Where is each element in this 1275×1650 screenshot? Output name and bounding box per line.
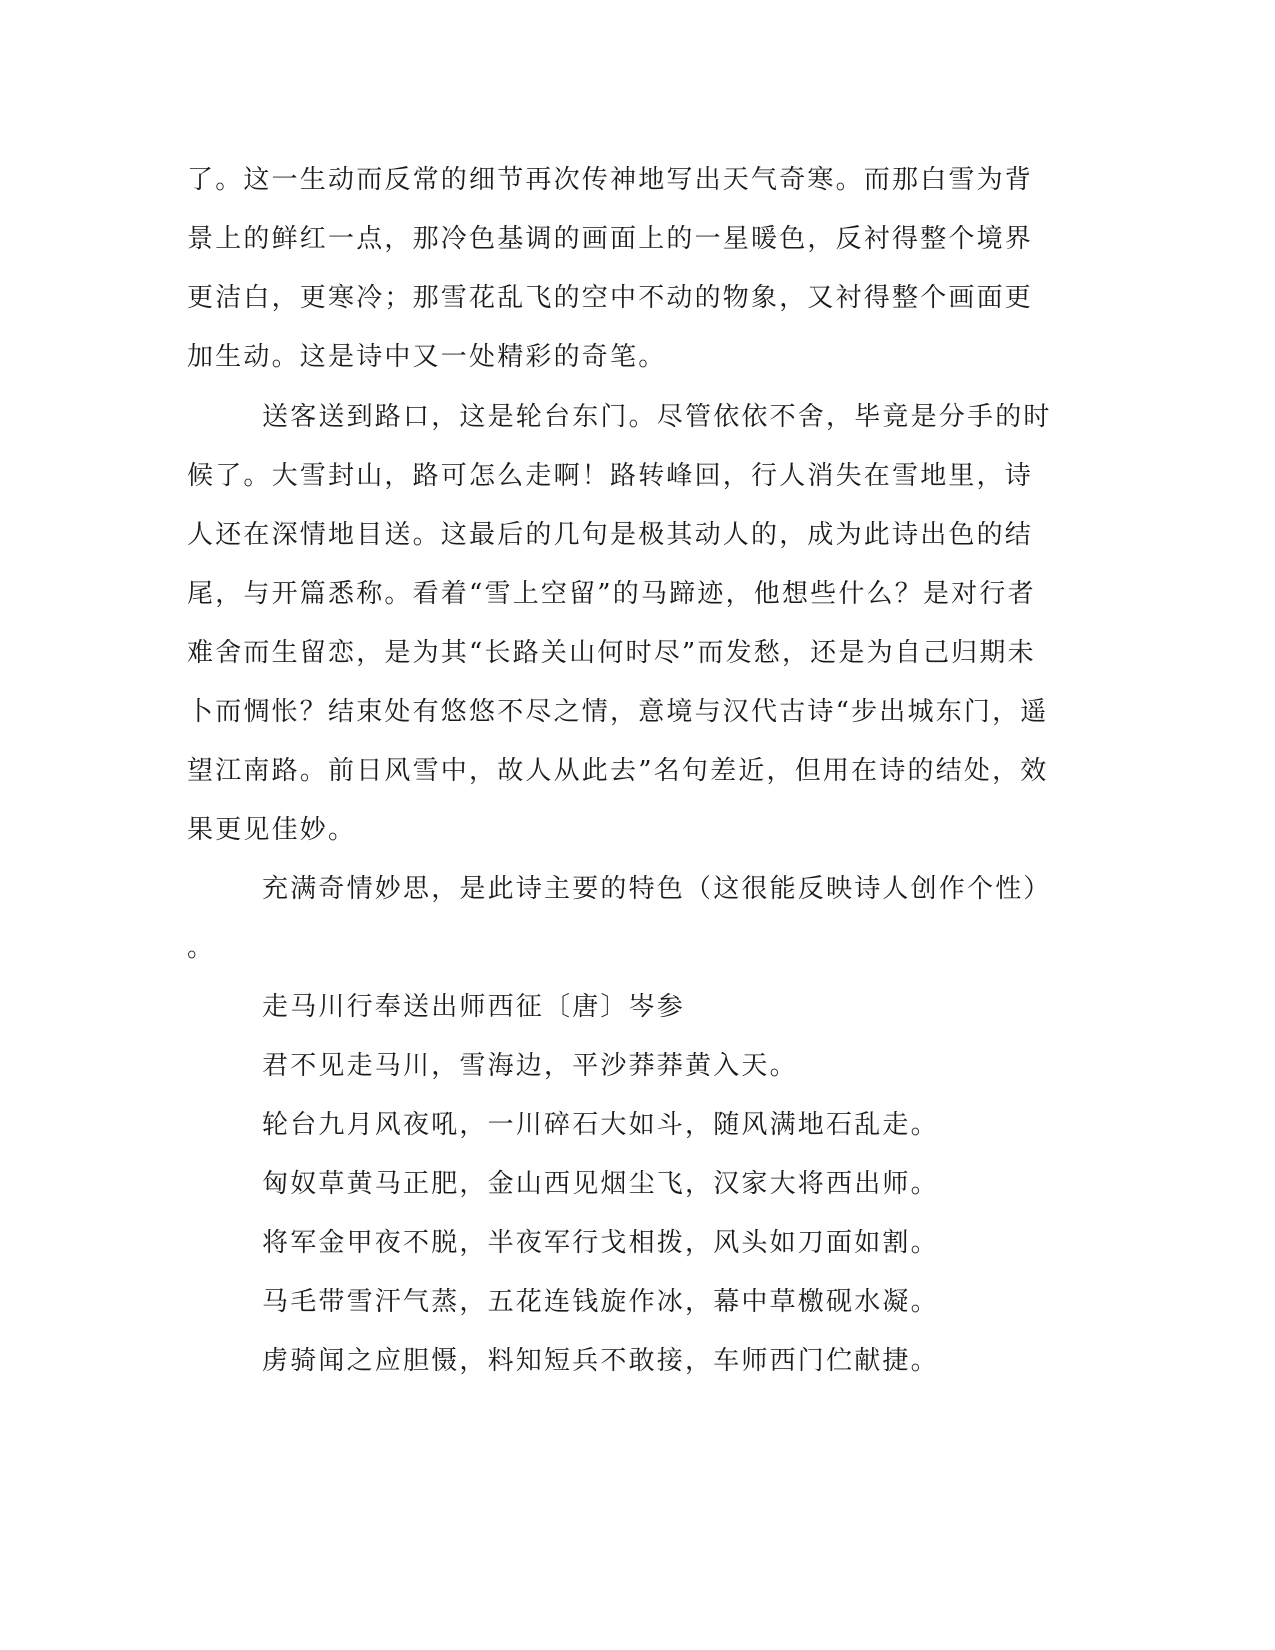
- paragraph-line: 卜而惆怅？结束处有悠悠不尽之情，意境与汉代古诗“步出城东门，遥: [187, 697, 1049, 727]
- paragraph-line: 充满奇情妙思，是此诗主要的特色（这很能反映诗人创作个性）: [262, 874, 1052, 904]
- paragraph-line: 难舍而生留恋，是为其“长路关山何时尽”而发愁，还是为自己归期未: [187, 638, 1036, 668]
- paragraph-line: 果更见佳妙。: [187, 815, 357, 845]
- paragraph-line: 人还在深情地目送。这最后的几句是极其动人的，成为此诗出色的结: [187, 520, 1034, 550]
- paragraph-line: 送客送到路口，这是轮台东门。尽管依依不舍，毕竟是分手的时: [262, 402, 1052, 432]
- poem-line: 轮台九月风夜吼，一川碎石大如斗，随风满地石乱走。: [262, 1110, 939, 1140]
- poem-line: 匈奴草黄马正肥，金山西见烟尘飞，汉家大将西出师。: [262, 1169, 939, 1199]
- poem-title: 走马川行奉送出师西征〔唐〕岑参: [262, 992, 686, 1022]
- paragraph-line: 景上的鲜红一点，那冷色基调的画面上的一星暖色，反衬得整个境界: [187, 224, 1034, 254]
- poem-line: 马毛带雪汗气蒸，五花连钱旋作冰，幕中草檄砚水凝。: [262, 1287, 939, 1317]
- paragraph-line: 候了。大雪封山，路可怎么走啊！路转峰回，行人消失在雪地里，诗: [187, 461, 1034, 491]
- poem-line: 君不见走马川，雪海边，平沙莽莽黄入天。: [262, 1051, 798, 1081]
- paragraph-line: 望江南路。前日风雪中，故人从此去”名句差近，但用在诗的结处，效: [187, 756, 1049, 786]
- paragraph-line: 更洁白，更寒冷；那雪花乱飞的空中不动的物象，又衬得整个画面更: [187, 283, 1034, 313]
- paragraph-line: 加生动。这是诗中又一处精彩的奇笔。: [187, 342, 667, 372]
- paragraph-line: 尾，与开篇悉称。看着“雪上空留”的马蹄迹，他想些什么？是对行者: [187, 579, 1036, 609]
- poem-line: 虏骑闻之应胆慑，料知短兵不敢接，车师西门伫献捷。: [262, 1346, 939, 1376]
- paragraph-line: 。: [187, 933, 216, 963]
- poem-line: 将军金甲夜不脱，半夜军行戈相拨，风头如刀面如割。: [262, 1228, 939, 1258]
- paragraph-line: 了。这一生动而反常的细节再次传神地写出天气奇寒。而那白雪为背: [187, 165, 1034, 195]
